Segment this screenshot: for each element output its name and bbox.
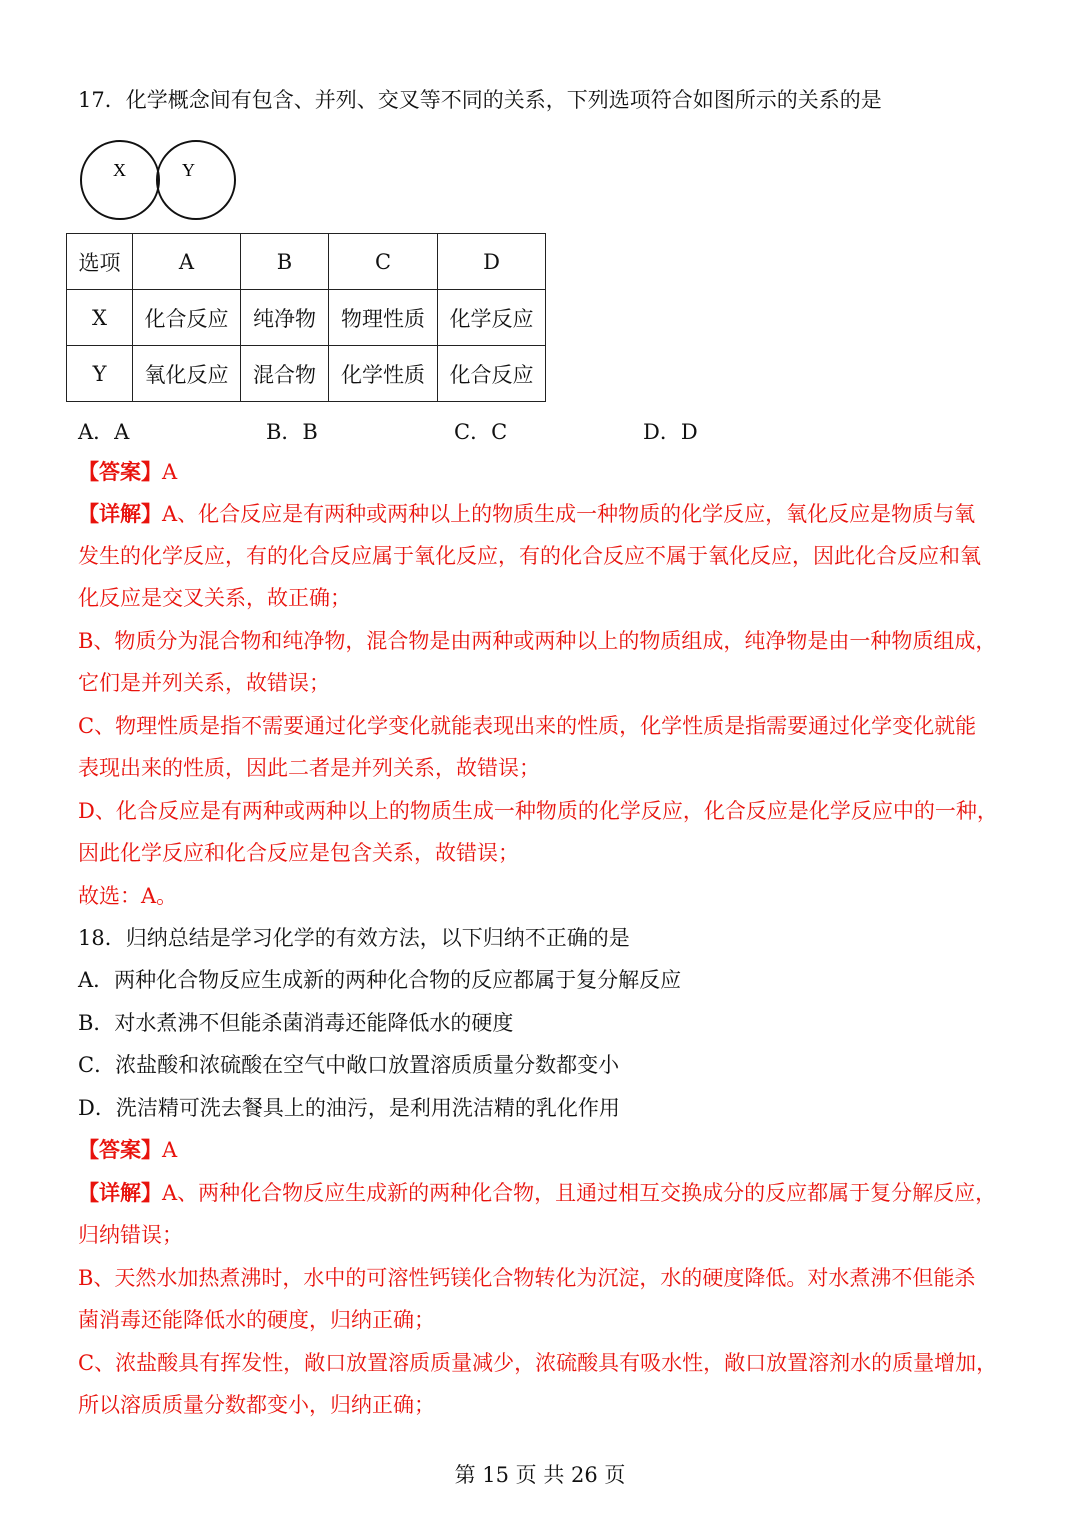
table-cell: A: [133, 234, 241, 290]
table-cell: 化合反应: [438, 346, 546, 402]
q18-option-b: B．对水煮沸不但能杀菌消毒还能降低水的硬度: [78, 1011, 514, 1035]
q17-choices: [78, 416, 978, 444]
choice-d: D．D: [643, 420, 698, 444]
q18-detail-line: 归纳错误；: [78, 1223, 183, 1247]
q17-detail-line: 表现出来的性质，因此二者是并列关系，故错误；: [78, 756, 540, 780]
q17-detail-line: 化反应是交叉关系，故正确；: [78, 586, 351, 610]
q18-detail-line: B、天然水加热煮沸时，水中的可溶性钙镁化合物转化为沉淀，水的硬度降低。对水煮沸不但能杀: [78, 1266, 976, 1290]
choice-c: C．C: [454, 420, 508, 444]
choice-b: B．B: [266, 420, 318, 444]
q18-detail-line: [78, 1179, 996, 1207]
table-cell: C: [329, 234, 438, 290]
table-cell: D: [438, 234, 546, 290]
detail-text: A、两种化合物反应生成新的两种化合物，且通过相互交换成分的反应都属于复分解反应，: [162, 1181, 997, 1205]
table-cell: 化学性质: [329, 346, 438, 402]
venn-circle-y: [157, 141, 235, 219]
table-cell: 选项: [67, 234, 133, 290]
table-header-row: [67, 234, 546, 290]
answer-tag: 【答案】: [78, 459, 162, 484]
table-cell: Y: [67, 346, 133, 402]
table-cell: 化合反应: [133, 290, 241, 346]
choice-a: A．A: [78, 420, 130, 444]
q17-detail-line: D、化合反应是有两种或两种以上的物质生成一种物质的化学反应，化合反应是化学反应中的一种，: [78, 799, 998, 823]
q18-answer: [78, 1136, 177, 1164]
table-cell: 混合物: [241, 346, 329, 402]
q17-stem: 17．化学概念间有包含、并列、交叉等不同的关系，下列选项符合如图所示的关系的是: [78, 88, 882, 112]
q17-detail-line: 发生的化学反应，有的化合反应属于氧化反应，有的化合反应不属于氧化反应，因此化合反应和氧: [78, 544, 981, 568]
q18-option-a: A．两种化合物反应生成新的两种化合物的反应都属于复分解反应: [78, 968, 682, 992]
q18-detail-line: 菌消毒还能降低水的硬度，归纳正确；: [78, 1308, 435, 1332]
q18-option-d: D．洗洁精可洗去餐具上的油污，是利用洗洁精的乳化作用: [78, 1096, 620, 1120]
q17-answer: [78, 458, 177, 486]
venn-label-x: X: [113, 160, 126, 180]
table-cell: B: [241, 234, 329, 290]
table-row: [67, 290, 546, 346]
table-cell: 氧化反应: [133, 346, 241, 402]
q18-option-c: C．浓盐酸和浓硫酸在空气中敞口放置溶质质量分数都变小: [78, 1053, 620, 1077]
detail-tag: 【详解】: [78, 1180, 162, 1205]
venn-circle-x: [81, 141, 159, 219]
q17-detail-line: [78, 500, 975, 528]
q18-detail-line: 所以溶质质量分数都变小，归纳正确；: [78, 1393, 435, 1417]
table-row: [67, 346, 546, 402]
table-cell: X: [67, 290, 133, 346]
page-footer: 第 15 页 共 26 页: [454, 1463, 626, 1487]
answer-value: A: [162, 460, 178, 484]
detail-tag: 【详解】: [78, 501, 162, 526]
q17-detail-line: 因此化学反应和化合反应是包含关系，故错误；: [78, 841, 519, 865]
q17-detail-line: 它们是并列关系，故错误；: [78, 671, 330, 695]
q17-detail-line: C、物理性质是指不需要通过化学变化就能表现出来的性质，化学性质是指需要通过化学变化就能: [78, 714, 977, 738]
table-cell: 纯净物: [241, 290, 329, 346]
options-table: [66, 233, 546, 402]
detail-text: A、化合反应是有两种或两种以上的物质生成一种物质的化学反应，氧化反应是物质与氧: [162, 502, 976, 526]
venn-label-y: Y: [182, 160, 195, 180]
answer-tag: 【答案】: [78, 1137, 162, 1162]
table-cell: 物理性质: [329, 290, 438, 346]
q18-detail-line: C、浓盐酸具有挥发性，敞口放置溶质质量减少，浓硫酸具有吸水性，敞口放置溶剂水的质量增加，: [78, 1351, 998, 1375]
venn-diagram: [78, 140, 238, 222]
q17-detail-line: 故选：A。: [78, 884, 178, 908]
q17-detail-line: B、物质分为混合物和纯净物，混合物是由两种或两种以上的物质组成，纯净物是由一种物质组成，: [78, 629, 997, 653]
q18-stem: 18．归纳总结是学习化学的有效方法，以下归纳不正确的是: [78, 926, 630, 950]
table-cell: 化学反应: [438, 290, 546, 346]
answer-value: A: [162, 1138, 178, 1162]
